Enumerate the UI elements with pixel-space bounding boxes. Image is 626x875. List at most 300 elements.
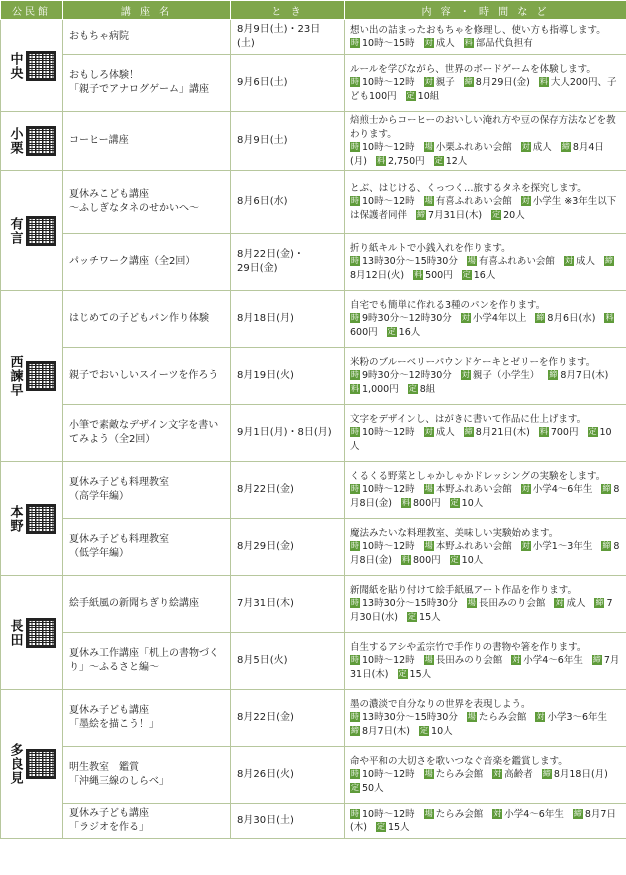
deadline-badge: 締 [464, 77, 473, 87]
hall-cell [1, 690, 63, 839]
qr-code-icon[interactable] [26, 618, 56, 648]
detail-item-fee [401, 555, 441, 566]
detail-item-cap [350, 783, 384, 794]
course-name: 小筆で素敵なデザイン文字を書いてみよう（全2回） [63, 405, 231, 462]
table-row [1, 171, 626, 234]
table-body [1, 20, 626, 839]
detail-value: 10時～12時 [362, 142, 415, 153]
detail-value: 小学3～6年生 [547, 712, 608, 724]
course-description: 折り紙キルトで小銭入れを作ります。 [350, 242, 511, 254]
detail-value: 成人 [532, 142, 552, 153]
detail-value: 600円 [350, 326, 378, 338]
detail-value: 13時30分～15時30分 [362, 256, 458, 268]
hall-name: 中央 [7, 51, 23, 80]
course-name: 親子でおいしいスイーツを作ろう [63, 348, 231, 405]
detail-value: 10時～12時 [362, 196, 415, 208]
detail-value: 8月7日(木) [560, 370, 609, 382]
table-row [1, 291, 626, 348]
table-row [1, 112, 626, 171]
detail-item-target [564, 256, 595, 267]
detail-value: 15人 [409, 668, 432, 680]
course-detail [345, 234, 626, 291]
detail-value: たらみ会館 [478, 712, 527, 724]
detail-value: 7月31日(木) [350, 655, 620, 680]
hall-cell [1, 462, 63, 576]
detail-item-target [461, 313, 527, 324]
course-description: 米粉のブルーベリーパウンドケーキとゼリーを作ります。 [350, 356, 596, 368]
detail-value: 10時～12時 [362, 77, 415, 89]
cap-badge: 定 [492, 209, 501, 219]
detail-value: 1,000円 [362, 383, 399, 395]
time-badge: 時 [351, 370, 359, 380]
detail-item-time [350, 196, 415, 207]
deadline-badge: 締 [542, 769, 551, 779]
course-date: 8月26日(火) [231, 747, 345, 804]
detail-item-target [424, 77, 455, 88]
target-badge: 対 [521, 541, 530, 551]
course-description: 想い出の詰まったおもちゃを修理し、使い方も指導します。 [350, 24, 606, 36]
qr-code-icon[interactable] [26, 361, 56, 391]
detail-value: たらみ会館 [435, 769, 484, 781]
course-name: おもしろ体験！ 「親子でアナログゲーム」講座 [63, 55, 231, 112]
course-detail [345, 519, 626, 576]
hall-name: 西諫早 [7, 355, 23, 397]
course-description: くるくる野菜としゃかしゃかドレッシングの実験をします。 [350, 470, 606, 482]
table-row [1, 234, 626, 291]
course-description: 墨の濃淡で自分なりの世界を表現しよう。 [350, 698, 531, 710]
place-badge: 場 [424, 484, 433, 494]
table-row [1, 405, 626, 462]
detail-item-target [521, 484, 593, 495]
cap-badge: 定 [408, 383, 417, 393]
course-name: はじめての子どもパン作り体験 [63, 291, 231, 348]
time-badge: 時 [351, 769, 359, 779]
course-date: 8月9日(土) [231, 112, 345, 171]
detail-value: 8月8日(金) [350, 541, 620, 566]
course-date: 8月30日(土) [231, 804, 345, 839]
target-badge: 対 [555, 598, 564, 608]
detail-value: 16人 [473, 269, 496, 281]
hall-name: 長田 [7, 618, 23, 647]
detail-value: 13時30分～15時30分 [362, 598, 458, 610]
time-badge: 時 [351, 38, 359, 47]
hall-name: 本野 [7, 504, 23, 533]
course-detail [345, 20, 626, 55]
cap-badge: 定 [588, 427, 597, 437]
fee-badge: 料 [414, 269, 423, 279]
detail-item-fee [376, 156, 425, 167]
time-badge: 時 [351, 256, 359, 266]
deadline-badge: 締 [602, 541, 611, 551]
hall-name: 多良見 [7, 743, 23, 785]
target-badge: 対 [521, 142, 530, 151]
detail-value: 8月29日(金) [475, 77, 530, 89]
course-name: 夏休み子ども講座 「墨絵を描こう！」 [63, 690, 231, 747]
detail-item-cap [406, 91, 440, 102]
table-row [1, 633, 626, 690]
detail-item-time [350, 598, 458, 609]
detail-item-time [350, 769, 415, 780]
detail-value: 10時～12時 [362, 808, 415, 820]
header-row [1, 1, 626, 20]
detail-item-cap [419, 726, 453, 737]
fee-badge: 料 [464, 38, 473, 47]
time-badge: 時 [351, 598, 359, 608]
detail-item-place [467, 256, 555, 267]
detail-value: 本野ふれあい会館 [435, 541, 512, 553]
deadline-badge: 締 [604, 256, 613, 266]
detail-value: 小学4年以上 [472, 313, 527, 325]
detail-item-deadline [464, 427, 530, 438]
time-badge: 時 [351, 655, 359, 665]
detail-item-deadline [350, 726, 410, 737]
detail-item-place [424, 142, 512, 153]
detail-item-place [424, 769, 484, 780]
detail-item-time [350, 809, 415, 820]
detail-item-cap [387, 327, 421, 338]
detail-value: 8月6日(水) [547, 313, 596, 325]
detail-item-deadline [542, 769, 608, 780]
table-row [1, 519, 626, 576]
detail-value: 親子 [435, 77, 455, 89]
detail-value: 12人 [445, 155, 468, 167]
header-course: 講 座 名 [63, 1, 231, 20]
table-row [1, 747, 626, 804]
hall-cell [1, 576, 63, 690]
detail-item-cap [407, 612, 441, 623]
course-description: 焙煎士からコーヒーのおいしい淹れ方や豆の保存方法などを教わります。 [350, 115, 616, 140]
detail-item-cap [408, 384, 436, 395]
time-badge: 時 [351, 77, 359, 87]
deadline-badge: 締 [573, 808, 582, 818]
course-name: 夏休み子ども講座 「ラジオを作る」 [63, 804, 231, 839]
detail-item-time [350, 370, 452, 381]
detail-item-cap [398, 669, 432, 680]
detail-item-target [492, 809, 564, 820]
detail-value: 7月31日(木) [428, 209, 483, 221]
course-name: おもちゃ病院 [63, 20, 231, 55]
detail-value: 小学1～3年生 [532, 541, 593, 553]
detail-value: 8月7日(木) [362, 725, 411, 737]
course-date: 8月22日(金) [231, 462, 345, 519]
detail-item-target [554, 598, 585, 609]
course-name: 夏休み子ども料理教室 （低学年編） [63, 519, 231, 576]
course-detail [345, 291, 626, 348]
detail-value: 8月12日(火) [350, 269, 405, 281]
time-badge: 時 [351, 313, 359, 323]
detail-value: 10時～15時 [362, 38, 415, 49]
detail-item-place [424, 196, 512, 207]
detail-value: 10人 [461, 554, 484, 566]
detail-item-time [350, 77, 415, 88]
course-date: 7月31日(木) [231, 576, 345, 633]
detail-item-time [350, 712, 458, 723]
detail-value: 700円 [550, 427, 579, 439]
detail-value: 部品代負担有 [475, 38, 533, 49]
deadline-badge: 締 [561, 142, 570, 151]
fee-badge: 料 [605, 313, 614, 323]
detail-value: 500円 [425, 269, 453, 281]
target-badge: 対 [493, 769, 502, 779]
detail-item-cap [434, 156, 468, 167]
qr-code-icon[interactable] [26, 504, 56, 534]
target-badge: 対 [512, 655, 521, 665]
target-badge: 対 [424, 77, 433, 87]
detail-item-time [350, 655, 415, 666]
qr-code-icon[interactable] [26, 51, 56, 81]
course-date: 8月19日(火) [231, 348, 345, 405]
detail-item-time [350, 484, 415, 495]
detail-value: 7月30日(水) [350, 598, 613, 623]
target-badge: 対 [493, 808, 502, 818]
table-row [1, 804, 626, 839]
detail-value: 15人 [419, 611, 441, 623]
hall-cell [1, 112, 63, 171]
course-detail [345, 55, 626, 112]
detail-value: 8組 [419, 383, 436, 395]
qr-code-icon[interactable] [26, 126, 56, 156]
target-badge: 対 [461, 313, 470, 323]
detail-value: 16人 [398, 326, 421, 338]
course-date: 8月22日(金)・ 29日(金) [231, 234, 345, 291]
detail-item-target [511, 655, 583, 666]
course-detail [345, 633, 626, 690]
target-badge: 対 [424, 38, 433, 47]
detail-item-deadline [548, 370, 608, 381]
detail-value: 8月7日(木) [350, 808, 616, 833]
detail-value: 800円 [413, 554, 441, 566]
fee-badge: 料 [376, 155, 385, 165]
detail-value: 8月18日(月) [553, 769, 608, 781]
course-detail [345, 171, 626, 234]
detail-value: 10時～12時 [362, 655, 415, 667]
detail-value: 15人 [387, 822, 410, 833]
deadline-badge: 締 [417, 209, 426, 219]
course-date: 9月6日(土) [231, 55, 345, 112]
deadline-badge: 締 [592, 655, 601, 665]
cap-badge: 定 [462, 269, 471, 279]
cap-badge: 定 [376, 822, 385, 831]
detail-item-place [467, 598, 546, 609]
course-name: 夏休み工作講座「机上の書物づくり」～ふるさと編～ [63, 633, 231, 690]
place-badge: 場 [424, 196, 433, 206]
detail-value: 10時～12時 [362, 541, 415, 553]
detail-value: 高齢者 [504, 769, 533, 781]
course-date: 8月9日(土)・23日(土) [231, 20, 345, 55]
course-name: パッチワーク講座（全2回） [63, 234, 231, 291]
deadline-badge: 締 [536, 313, 545, 323]
target-badge: 対 [424, 427, 433, 437]
course-description: ルールを学びながら、世界のボードゲームを体験します。 [350, 63, 596, 75]
course-detail [345, 405, 626, 462]
table-row [1, 55, 626, 112]
target-badge: 対 [564, 256, 573, 266]
detail-item-fee [539, 427, 579, 438]
course-detail [345, 462, 626, 519]
cap-badge: 定 [420, 725, 429, 735]
course-date: 8月29日(金) [231, 519, 345, 576]
detail-item-time [350, 256, 458, 267]
fee-badge: 料 [402, 497, 410, 507]
detail-item-time [350, 38, 415, 49]
detail-value: 小学4～6年生 [523, 655, 583, 667]
deadline-badge: 締 [351, 725, 359, 735]
detail-value: 10組 [417, 90, 440, 102]
hall-name: 有言 [7, 216, 23, 245]
detail-value: 10人 [461, 497, 484, 509]
detail-item-target [424, 427, 455, 438]
detail-item-place [424, 809, 484, 820]
detail-value: 2,750円 [387, 155, 425, 167]
detail-value: 10人 [350, 427, 612, 452]
cap-badge: 定 [398, 668, 407, 678]
detail-item-fee [413, 270, 453, 281]
detail-value: 成人 [566, 598, 586, 610]
detail-value: 親子（小学生） [472, 370, 540, 382]
place-badge: 場 [424, 541, 433, 551]
course-name: 夏休み子ども料理教室 （高学年編） [63, 462, 231, 519]
time-badge: 時 [351, 541, 359, 551]
detail-value: 9時30分～12時30分 [362, 370, 452, 382]
course-detail [345, 804, 626, 839]
detail-value: 20人 [503, 209, 525, 221]
detail-item-cap [450, 555, 484, 566]
hall-cell [1, 20, 63, 112]
target-badge: 対 [521, 484, 530, 494]
table-row [1, 576, 626, 633]
course-date: 8月6日(水) [231, 171, 345, 234]
detail-item-target [492, 769, 533, 780]
cap-badge: 定 [408, 611, 417, 621]
time-badge: 時 [351, 427, 359, 437]
detail-value: 10時～12時 [362, 427, 415, 439]
detail-item-deadline [416, 210, 482, 221]
time-badge: 時 [351, 484, 359, 494]
qr-code-icon[interactable] [26, 216, 56, 246]
place-badge: 場 [424, 655, 433, 665]
header-hall: 公民館 [1, 1, 63, 20]
cap-badge: 定 [450, 497, 459, 507]
detail-item-place [424, 541, 512, 552]
course-detail [345, 348, 626, 405]
detail-value: 長田みのり会館 [435, 655, 503, 667]
detail-value: 10時～12時 [362, 484, 415, 496]
course-name: 夏休みこども講座 ～ふしぎなタネのせかいへ～ [63, 171, 231, 234]
time-badge: 時 [351, 142, 359, 151]
cap-badge: 定 [450, 554, 459, 564]
detail-item-time [350, 541, 415, 552]
detail-value: 800円 [413, 497, 441, 509]
cap-badge: 定 [387, 326, 396, 336]
course-name: コーヒー講座 [63, 112, 231, 171]
course-detail [345, 576, 626, 633]
header-detail: 内 容 ・ 時 間 な ど [345, 1, 626, 20]
place-badge: 場 [467, 256, 476, 266]
cap-badge: 定 [351, 782, 359, 792]
course-description: 命や平和の大切さを歌いつなぐ音楽を鑑賞します。 [350, 755, 568, 767]
target-badge: 対 [536, 712, 545, 722]
table-row [1, 690, 626, 747]
detail-value: 10時～12時 [362, 769, 415, 781]
course-date: 8月22日(金) [231, 690, 345, 747]
detail-value: 9時30分～12時30分 [362, 313, 452, 325]
cap-badge: 定 [434, 155, 443, 165]
deadline-badge: 締 [602, 484, 611, 494]
cap-badge: 定 [406, 90, 415, 100]
qr-code-icon[interactable] [26, 749, 56, 779]
hall-cell [1, 171, 63, 291]
target-badge: 対 [461, 370, 470, 380]
course-description: 新聞紙を貼り付けて絵手紙風アート作品を作ります。 [350, 584, 577, 596]
detail-item-fee [464, 38, 533, 49]
detail-item-target [521, 142, 552, 153]
detail-item-cap [491, 210, 525, 221]
detail-item-target [521, 541, 593, 552]
detail-value: 長田みのり会館 [478, 598, 546, 610]
deadline-badge: 締 [549, 370, 558, 380]
detail-value: 成人 [435, 38, 455, 49]
detail-item-cap [450, 498, 484, 509]
table-row [1, 348, 626, 405]
course-detail [345, 112, 626, 171]
detail-item-time [350, 427, 415, 438]
detail-value: 大人200円、子ども100円 [350, 77, 617, 102]
fee-badge: 料 [402, 554, 410, 564]
course-name: 明生教室 鑑賞 「沖縄三線のしらべ」 [63, 747, 231, 804]
time-badge: 時 [351, 196, 359, 206]
place-badge: 場 [467, 712, 476, 722]
table-row [1, 20, 626, 55]
course-name: 絵手紙風の新聞ちぎり絵講座 [63, 576, 231, 633]
deadline-badge: 締 [595, 598, 604, 608]
target-badge: 対 [521, 196, 530, 206]
course-description: 文字をデザインし、はがきに書いて作品に仕上げます。 [350, 413, 587, 425]
course-description: 自生するアシや孟宗竹で手作りの書物や箸を作ります。 [350, 641, 587, 653]
detail-item-fee [401, 498, 441, 509]
course-description: とぶ、はじける、くっつく…旅するタネを探究します。 [350, 182, 587, 194]
fee-badge: 料 [351, 383, 359, 393]
detail-value: 有喜ふれあい会館 [478, 256, 555, 268]
table-row [1, 462, 626, 519]
detail-item-fee [350, 384, 399, 395]
course-date: 8月18日(月) [231, 291, 345, 348]
course-description: 自宅でも簡単に作れる3種のパンを作ります。 [350, 299, 546, 311]
detail-value: 小学4～6年生 [504, 808, 564, 820]
detail-item-time [350, 313, 452, 324]
detail-item-cap [462, 270, 496, 281]
detail-value: 8月8日(金) [350, 484, 620, 509]
time-badge: 時 [351, 808, 359, 818]
detail-item-cap [376, 822, 410, 833]
hall-name: 小栗 [7, 127, 23, 155]
detail-item-place [467, 712, 527, 723]
detail-value: 成人 [575, 256, 595, 268]
course-date: 9月1日(月)・8日(月) [231, 405, 345, 462]
detail-value: 小栗ふれあい会館 [435, 142, 512, 153]
detail-value: 8月21日(木) [475, 427, 530, 439]
detail-item-place [424, 484, 512, 495]
detail-value: 50人 [362, 782, 384, 794]
fee-badge: 料 [539, 77, 548, 87]
header-date: と き [231, 1, 345, 20]
detail-value: 本野ふれあい会館 [435, 484, 512, 496]
hall-cell [1, 291, 63, 462]
course-detail [345, 690, 626, 747]
detail-item-target [535, 712, 607, 723]
detail-value: 成人 [435, 427, 455, 439]
detail-item-target [461, 370, 540, 381]
place-badge: 場 [424, 142, 433, 151]
